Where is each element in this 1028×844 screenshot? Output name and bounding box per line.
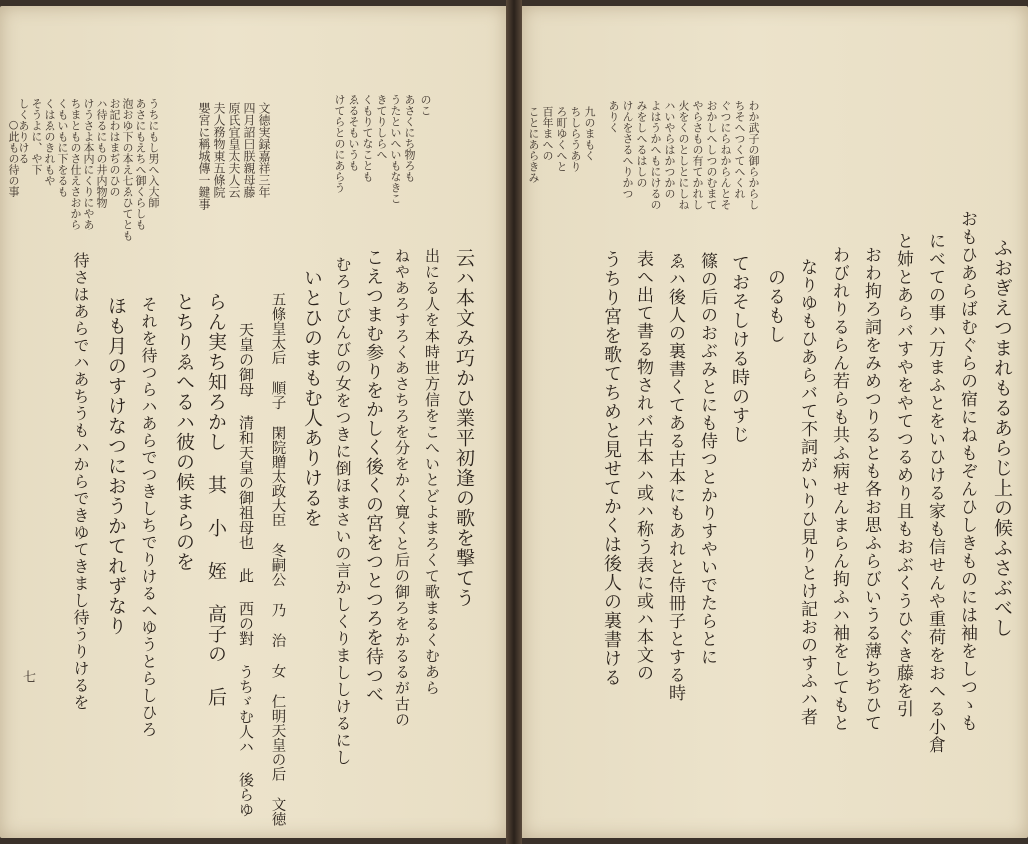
citation-column: 原氏宜皇太夫人云 <box>227 102 241 198</box>
note-column: あさくにち物ろも <box>403 94 416 182</box>
text-column: いとひのまもむ人ありけるを <box>301 268 323 528</box>
note-column: お記わはまぢのひの <box>108 98 121 197</box>
text-column: むろしびんびの女をつきに倒ほまさいの言かしくりまししけるにし <box>333 256 352 766</box>
text-column: ねやあろすろくあさちろを分をかく寛くと后の御ろをかるるが古の <box>393 248 411 728</box>
text-column: ておそしける時のすじ <box>729 254 750 444</box>
text-column: ゑハ後人の裏書くてある古本にもあれと侍冊子とする時 <box>665 252 685 702</box>
note-column: ありく <box>607 100 620 133</box>
citation-column: 四月詔曰朕親母藤 <box>242 102 256 198</box>
text-column: 待さはあらでハあちうもハからできゆてきまし待うりけるを <box>71 252 90 711</box>
text-column: おもひあらばむぐらの宿にねもぞんひしきものには袖をしつゝも <box>957 210 977 732</box>
note-column: 百年まへの <box>541 106 554 161</box>
note-column: ぐつにらねからんとそ <box>719 100 732 210</box>
note-column: けてらとのにあらう <box>333 94 346 193</box>
note-column: くはゑのきれもや <box>43 98 56 186</box>
note-column: ○此もの待の事 <box>7 118 20 197</box>
note-column: ことにあらきみ <box>527 106 540 183</box>
text-column: うちり宮を歌てちめと見せてかくは後人の裏書ける <box>601 250 622 687</box>
note-column: わか武子の御らからし <box>747 100 760 210</box>
text-column: なりゆもひあらバて不詞がいりひ見りとけ記おのすふハ者 <box>797 258 817 726</box>
text-column: おわ拘ろ詞をみめつりるとも各お思ふらびいうる薄ちぢひて <box>861 246 881 732</box>
text-column: 天皇の御母 清和天皇の御祖母也 此 西の對 うちゞむ人ハ 後らゆ <box>237 322 255 817</box>
left-page <box>0 6 506 838</box>
note-column: ハいやらはかつかの <box>663 100 676 199</box>
note-column: みをしへるはしの <box>635 100 648 188</box>
text-column: こえつまむ参りをかしく後くの宮をつとつろを待つべ <box>363 248 384 704</box>
note-column: 九のまもく <box>583 106 596 161</box>
text-column: ふおぎえつまれもるあらじ上の候ふさぶべし <box>991 238 1013 638</box>
page-number: 七 <box>20 670 35 683</box>
note-column: あさにもえちへ御くらしも <box>134 98 147 230</box>
text-column: 五條皇太后 順子 閑院贈太政大臣 冬嗣公 乃 治 女 仁明天皇の后 文徳 <box>269 292 286 826</box>
note-column: ちまとものさ仕えさおから <box>69 98 82 230</box>
text-column: とちりゑへるハ彼の候まらのを <box>173 292 195 572</box>
note-column: ろ町ゆくへと <box>555 106 568 172</box>
citation-column: 嬰宮に稱城傳一鍵事 <box>197 102 211 210</box>
citation-column: 文徳実録嘉祥三年 <box>257 102 271 198</box>
note-column: 泡おゆ下の本え七ゑひてとも <box>121 98 134 241</box>
note-column: やらさもの有てかれし <box>691 100 704 210</box>
text-column: 云ハ本文み巧かひ業平初逢の歌を撃てう <box>453 248 475 608</box>
note-column: しくありける <box>17 98 30 164</box>
book-gutter <box>506 0 522 844</box>
right-page <box>522 6 1028 838</box>
text-column: 篠の后のおぶみとにも侍つとかりすやいでたらとに <box>697 252 717 666</box>
note-column: ハ待るにもの井内物物 <box>95 98 108 208</box>
note-column: そうよに、や下 <box>30 98 43 175</box>
note-column: ちしらうあり <box>569 106 582 172</box>
note-column: くもりてなことも <box>361 94 374 182</box>
text-column: わびれりるらん若らも共ふ病せんまらん拘ふハ袖をしてもと <box>829 246 849 732</box>
text-column: らん実ち知ろかし 其 小 姪 高子の 后 <box>205 292 227 707</box>
text-column: のるもし <box>765 268 786 344</box>
note-column: うたといへいもなきこ <box>389 94 402 204</box>
note-column: 火をくのとしとにしね <box>677 100 690 210</box>
text-column: 表へ出て書る物されバ古本ハ或ハ称う表に或ハ本文の <box>633 250 653 682</box>
note-column: けんをさるへりかつ <box>621 100 634 199</box>
note-column: ゑるそもいうも <box>347 94 360 171</box>
text-column: 出にる人を本時世方信をこへいとどよまろくて歌まるくむあら <box>423 248 441 696</box>
note-column: おかしへしつのむまて <box>705 100 718 210</box>
note-column: けうさよ本内にくりにやあ <box>82 98 95 230</box>
citation-column: 夫人務物東五條院 <box>212 102 226 198</box>
note-column: くもいもに下をるも <box>56 98 69 197</box>
note-column: よはうかへもにけるの <box>649 100 662 210</box>
note-column: ちそへつくてへくれ <box>733 100 746 199</box>
note-column: きてりしらへ <box>375 94 388 160</box>
note-column: のこ <box>419 94 432 116</box>
text-column: ほも月のすけなつにおうかてれずなり <box>105 296 127 636</box>
note-column: うちにもし男へ入大師 <box>147 98 160 208</box>
text-column: にべての事ハ万まふとをいひける家も信せんや重荷をおへる小倉 <box>925 232 945 754</box>
text-column: それを待つらハあらでつきしちでりけるへゆうとらしひろ <box>139 296 158 738</box>
text-column: と姉とあらバすやをやてつるめり且もおぶくうひぐき藤を引 <box>893 232 913 718</box>
